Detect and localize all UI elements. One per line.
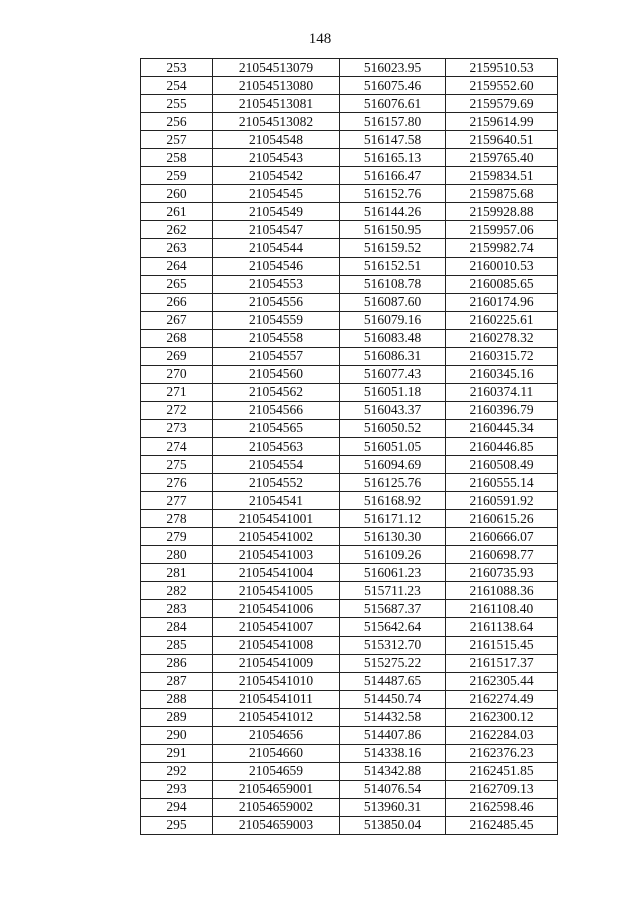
- point-code-cell: 21054513082: [213, 113, 340, 131]
- y-coordinate-cell: 2160278.32: [446, 329, 558, 347]
- x-coordinate-cell: 515687.37: [340, 600, 446, 618]
- row-number-cell: 265: [141, 275, 213, 293]
- row-number-cell: 270: [141, 365, 213, 383]
- point-code-cell: 21054659: [213, 762, 340, 780]
- point-code-cell: 21054557: [213, 347, 340, 365]
- table-body: [141, 59, 558, 835]
- table-row: [141, 546, 558, 564]
- point-code-cell: 21054554: [213, 456, 340, 474]
- y-coordinate-cell: 2162376.23: [446, 744, 558, 762]
- point-code-cell: 21054541006: [213, 600, 340, 618]
- x-coordinate-cell: 516159.52: [340, 239, 446, 257]
- point-code-cell: 21054656: [213, 726, 340, 744]
- table-row: [141, 113, 558, 131]
- row-number-cell: 262: [141, 221, 213, 239]
- table-row: [141, 654, 558, 672]
- row-number-cell: 292: [141, 762, 213, 780]
- table-row: [141, 528, 558, 546]
- y-coordinate-cell: 2160446.85: [446, 437, 558, 455]
- table-row: [141, 492, 558, 510]
- point-code-cell: 21054659002: [213, 798, 340, 816]
- x-coordinate-cell: 516043.37: [340, 401, 446, 419]
- row-number-cell: 273: [141, 419, 213, 437]
- x-coordinate-cell: 513960.31: [340, 798, 446, 816]
- point-code-cell: 21054547: [213, 221, 340, 239]
- x-coordinate-cell: 516051.18: [340, 383, 446, 401]
- row-number-cell: 291: [141, 744, 213, 762]
- y-coordinate-cell: 2159640.51: [446, 131, 558, 149]
- row-number-cell: 278: [141, 510, 213, 528]
- point-code-cell: 21054542: [213, 167, 340, 185]
- point-code-cell: 21054553: [213, 275, 340, 293]
- point-code-cell: 21054659001: [213, 780, 340, 798]
- y-coordinate-cell: 2159875.68: [446, 185, 558, 203]
- x-coordinate-cell: 513850.04: [340, 816, 446, 834]
- y-coordinate-cell: 2160615.26: [446, 510, 558, 528]
- y-coordinate-cell: 2159614.99: [446, 113, 558, 131]
- point-code-cell: 21054541004: [213, 564, 340, 582]
- y-coordinate-cell: 2161108.40: [446, 600, 558, 618]
- row-number-cell: 260: [141, 185, 213, 203]
- row-number-cell: 275: [141, 456, 213, 474]
- x-coordinate-cell: 516076.61: [340, 95, 446, 113]
- row-number-cell: 264: [141, 257, 213, 275]
- table-row: [141, 762, 558, 780]
- row-number-cell: 256: [141, 113, 213, 131]
- row-number-cell: 274: [141, 437, 213, 455]
- y-coordinate-cell: 2160345.16: [446, 365, 558, 383]
- table-row: [141, 131, 558, 149]
- x-coordinate-cell: 515642.64: [340, 618, 446, 636]
- point-code-cell: 21054541002: [213, 528, 340, 546]
- x-coordinate-cell: 516023.95: [340, 59, 446, 77]
- x-coordinate-cell: 516152.51: [340, 257, 446, 275]
- row-number-cell: 285: [141, 636, 213, 654]
- row-number-cell: 281: [141, 564, 213, 582]
- point-code-cell: 21054565: [213, 419, 340, 437]
- table-row: [141, 293, 558, 311]
- x-coordinate-cell: 515312.70: [340, 636, 446, 654]
- y-coordinate-cell: 2159982.74: [446, 239, 558, 257]
- point-code-cell: 21054541008: [213, 636, 340, 654]
- row-number-cell: 261: [141, 203, 213, 221]
- row-number-cell: 294: [141, 798, 213, 816]
- y-coordinate-cell: 2162709.13: [446, 780, 558, 798]
- row-number-cell: 267: [141, 311, 213, 329]
- table-row: [141, 510, 558, 528]
- point-code-cell: 21054563: [213, 437, 340, 455]
- table-row: [141, 419, 558, 437]
- table-row: [141, 275, 558, 293]
- row-number-cell: 277: [141, 492, 213, 510]
- table-row: [141, 672, 558, 690]
- row-number-cell: 288: [141, 690, 213, 708]
- row-number-cell: 295: [141, 816, 213, 834]
- row-number-cell: 259: [141, 167, 213, 185]
- table-row: [141, 726, 558, 744]
- x-coordinate-cell: 516075.46: [340, 77, 446, 95]
- table-row: [141, 708, 558, 726]
- table-row: [141, 257, 558, 275]
- y-coordinate-cell: 2160735.93: [446, 564, 558, 582]
- point-code-cell: 21054544: [213, 239, 340, 257]
- y-coordinate-cell: 2162451.85: [446, 762, 558, 780]
- table-row: [141, 221, 558, 239]
- row-number-cell: 266: [141, 293, 213, 311]
- x-coordinate-cell: 514338.16: [340, 744, 446, 762]
- page-number: 148: [308, 31, 332, 47]
- y-coordinate-cell: 2159957.06: [446, 221, 558, 239]
- table-row: [141, 347, 558, 365]
- point-code-cell: 21054541011: [213, 690, 340, 708]
- table-row: [141, 582, 558, 600]
- x-coordinate-cell: 514407.86: [340, 726, 446, 744]
- x-coordinate-cell: 516144.26: [340, 203, 446, 221]
- coordinates-table: [140, 58, 558, 835]
- y-coordinate-cell: 2160396.79: [446, 401, 558, 419]
- point-code-cell: 21054541012: [213, 708, 340, 726]
- point-code-cell: 21054513080: [213, 77, 340, 95]
- x-coordinate-cell: 516051.05: [340, 437, 446, 455]
- row-number-cell: 290: [141, 726, 213, 744]
- point-code-cell: 21054541010: [213, 672, 340, 690]
- y-coordinate-cell: 2160010.53: [446, 257, 558, 275]
- table-row: [141, 329, 558, 347]
- point-code-cell: 21054513081: [213, 95, 340, 113]
- row-number-cell: 253: [141, 59, 213, 77]
- row-number-cell: 269: [141, 347, 213, 365]
- table-row: [141, 564, 558, 582]
- row-number-cell: 255: [141, 95, 213, 113]
- point-code-cell: 21054513079: [213, 59, 340, 77]
- table-row: [141, 149, 558, 167]
- table-row: [141, 203, 558, 221]
- x-coordinate-cell: 516165.13: [340, 149, 446, 167]
- x-coordinate-cell: 514432.58: [340, 708, 446, 726]
- x-coordinate-cell: 516079.16: [340, 311, 446, 329]
- row-number-cell: 258: [141, 149, 213, 167]
- table-row: [141, 618, 558, 636]
- point-code-cell: 21054560: [213, 365, 340, 383]
- x-coordinate-cell: 516086.31: [340, 347, 446, 365]
- table-row: [141, 636, 558, 654]
- table-row: [141, 780, 558, 798]
- y-coordinate-cell: 2162485.45: [446, 816, 558, 834]
- y-coordinate-cell: 2159765.40: [446, 149, 558, 167]
- table-row: [141, 474, 558, 492]
- x-coordinate-cell: 516130.30: [340, 528, 446, 546]
- y-coordinate-cell: 2159552.60: [446, 77, 558, 95]
- x-coordinate-cell: 516108.78: [340, 275, 446, 293]
- row-number-cell: 282: [141, 582, 213, 600]
- row-number-cell: 280: [141, 546, 213, 564]
- y-coordinate-cell: 2162305.44: [446, 672, 558, 690]
- point-code-cell: 21054559: [213, 311, 340, 329]
- point-code-cell: 21054548: [213, 131, 340, 149]
- x-coordinate-cell: 516171.12: [340, 510, 446, 528]
- point-code-cell: 21054659003: [213, 816, 340, 834]
- y-coordinate-cell: 2160374.11: [446, 383, 558, 401]
- table-row: [141, 437, 558, 455]
- y-coordinate-cell: 2160225.61: [446, 311, 558, 329]
- y-coordinate-cell: 2160085.65: [446, 275, 558, 293]
- x-coordinate-cell: 516087.60: [340, 293, 446, 311]
- row-number-cell: 272: [141, 401, 213, 419]
- y-coordinate-cell: 2162300.12: [446, 708, 558, 726]
- y-coordinate-cell: 2160315.72: [446, 347, 558, 365]
- point-code-cell: 21054541009: [213, 654, 340, 672]
- x-coordinate-cell: 516150.95: [340, 221, 446, 239]
- table-row: [141, 167, 558, 185]
- y-coordinate-cell: 2160666.07: [446, 528, 558, 546]
- y-coordinate-cell: 2159834.51: [446, 167, 558, 185]
- x-coordinate-cell: 515275.22: [340, 654, 446, 672]
- row-number-cell: 257: [141, 131, 213, 149]
- row-number-cell: 283: [141, 600, 213, 618]
- row-number-cell: 276: [141, 474, 213, 492]
- point-code-cell: 21054552: [213, 474, 340, 492]
- table-row: [141, 744, 558, 762]
- x-coordinate-cell: 516077.43: [340, 365, 446, 383]
- y-coordinate-cell: 2159510.53: [446, 59, 558, 77]
- x-coordinate-cell: 516083.48: [340, 329, 446, 347]
- y-coordinate-cell: 2159579.69: [446, 95, 558, 113]
- x-coordinate-cell: 516061.23: [340, 564, 446, 582]
- table-row: [141, 798, 558, 816]
- point-code-cell: 21054541003: [213, 546, 340, 564]
- y-coordinate-cell: 2160508.49: [446, 456, 558, 474]
- table-row: [141, 365, 558, 383]
- point-code-cell: 21054660: [213, 744, 340, 762]
- point-code-cell: 21054541005: [213, 582, 340, 600]
- point-code-cell: 21054545: [213, 185, 340, 203]
- point-code-cell: 21054556: [213, 293, 340, 311]
- table-row: [141, 239, 558, 257]
- y-coordinate-cell: 2160591.92: [446, 492, 558, 510]
- row-number-cell: 287: [141, 672, 213, 690]
- table-row: [141, 95, 558, 113]
- y-coordinate-cell: 2162284.03: [446, 726, 558, 744]
- table-row: [141, 185, 558, 203]
- row-number-cell: 271: [141, 383, 213, 401]
- x-coordinate-cell: 514342.88: [340, 762, 446, 780]
- x-coordinate-cell: 514076.54: [340, 780, 446, 798]
- y-coordinate-cell: 2161088.36: [446, 582, 558, 600]
- x-coordinate-cell: 514450.74: [340, 690, 446, 708]
- x-coordinate-cell: 516147.58: [340, 131, 446, 149]
- table-row: [141, 401, 558, 419]
- table-row: [141, 77, 558, 95]
- table-row: [141, 311, 558, 329]
- y-coordinate-cell: 2161138.64: [446, 618, 558, 636]
- table-row: [141, 690, 558, 708]
- y-coordinate-cell: 2160555.14: [446, 474, 558, 492]
- x-coordinate-cell: 514487.65: [340, 672, 446, 690]
- table-row: [141, 383, 558, 401]
- point-code-cell: 21054541007: [213, 618, 340, 636]
- row-number-cell: 293: [141, 780, 213, 798]
- row-number-cell: 263: [141, 239, 213, 257]
- x-coordinate-cell: 516157.80: [340, 113, 446, 131]
- y-coordinate-cell: 2162598.46: [446, 798, 558, 816]
- point-code-cell: 21054543: [213, 149, 340, 167]
- table-row: [141, 600, 558, 618]
- row-number-cell: 279: [141, 528, 213, 546]
- y-coordinate-cell: 2162274.49: [446, 690, 558, 708]
- x-coordinate-cell: 516152.76: [340, 185, 446, 203]
- y-coordinate-cell: 2159928.88: [446, 203, 558, 221]
- row-number-cell: 286: [141, 654, 213, 672]
- point-code-cell: 21054562: [213, 383, 340, 401]
- table-row: [141, 59, 558, 77]
- point-code-cell: 21054541: [213, 492, 340, 510]
- x-coordinate-cell: 516094.69: [340, 456, 446, 474]
- y-coordinate-cell: 2161515.45: [446, 636, 558, 654]
- point-code-cell: 21054566: [213, 401, 340, 419]
- x-coordinate-cell: 516050.52: [340, 419, 446, 437]
- y-coordinate-cell: 2161517.37: [446, 654, 558, 672]
- y-coordinate-cell: 2160174.96: [446, 293, 558, 311]
- x-coordinate-cell: 515711.23: [340, 582, 446, 600]
- table-row: [141, 456, 558, 474]
- x-coordinate-cell: 516125.76: [340, 474, 446, 492]
- x-coordinate-cell: 516168.92: [340, 492, 446, 510]
- row-number-cell: 268: [141, 329, 213, 347]
- y-coordinate-cell: 2160445.34: [446, 419, 558, 437]
- y-coordinate-cell: 2160698.77: [446, 546, 558, 564]
- row-number-cell: 284: [141, 618, 213, 636]
- x-coordinate-cell: 516109.26: [340, 546, 446, 564]
- row-number-cell: 254: [141, 77, 213, 95]
- point-code-cell: 21054546: [213, 257, 340, 275]
- point-code-cell: 21054541001: [213, 510, 340, 528]
- table-row: [141, 816, 558, 834]
- point-code-cell: 21054549: [213, 203, 340, 221]
- x-coordinate-cell: 516166.47: [340, 167, 446, 185]
- point-code-cell: 21054558: [213, 329, 340, 347]
- row-number-cell: 289: [141, 708, 213, 726]
